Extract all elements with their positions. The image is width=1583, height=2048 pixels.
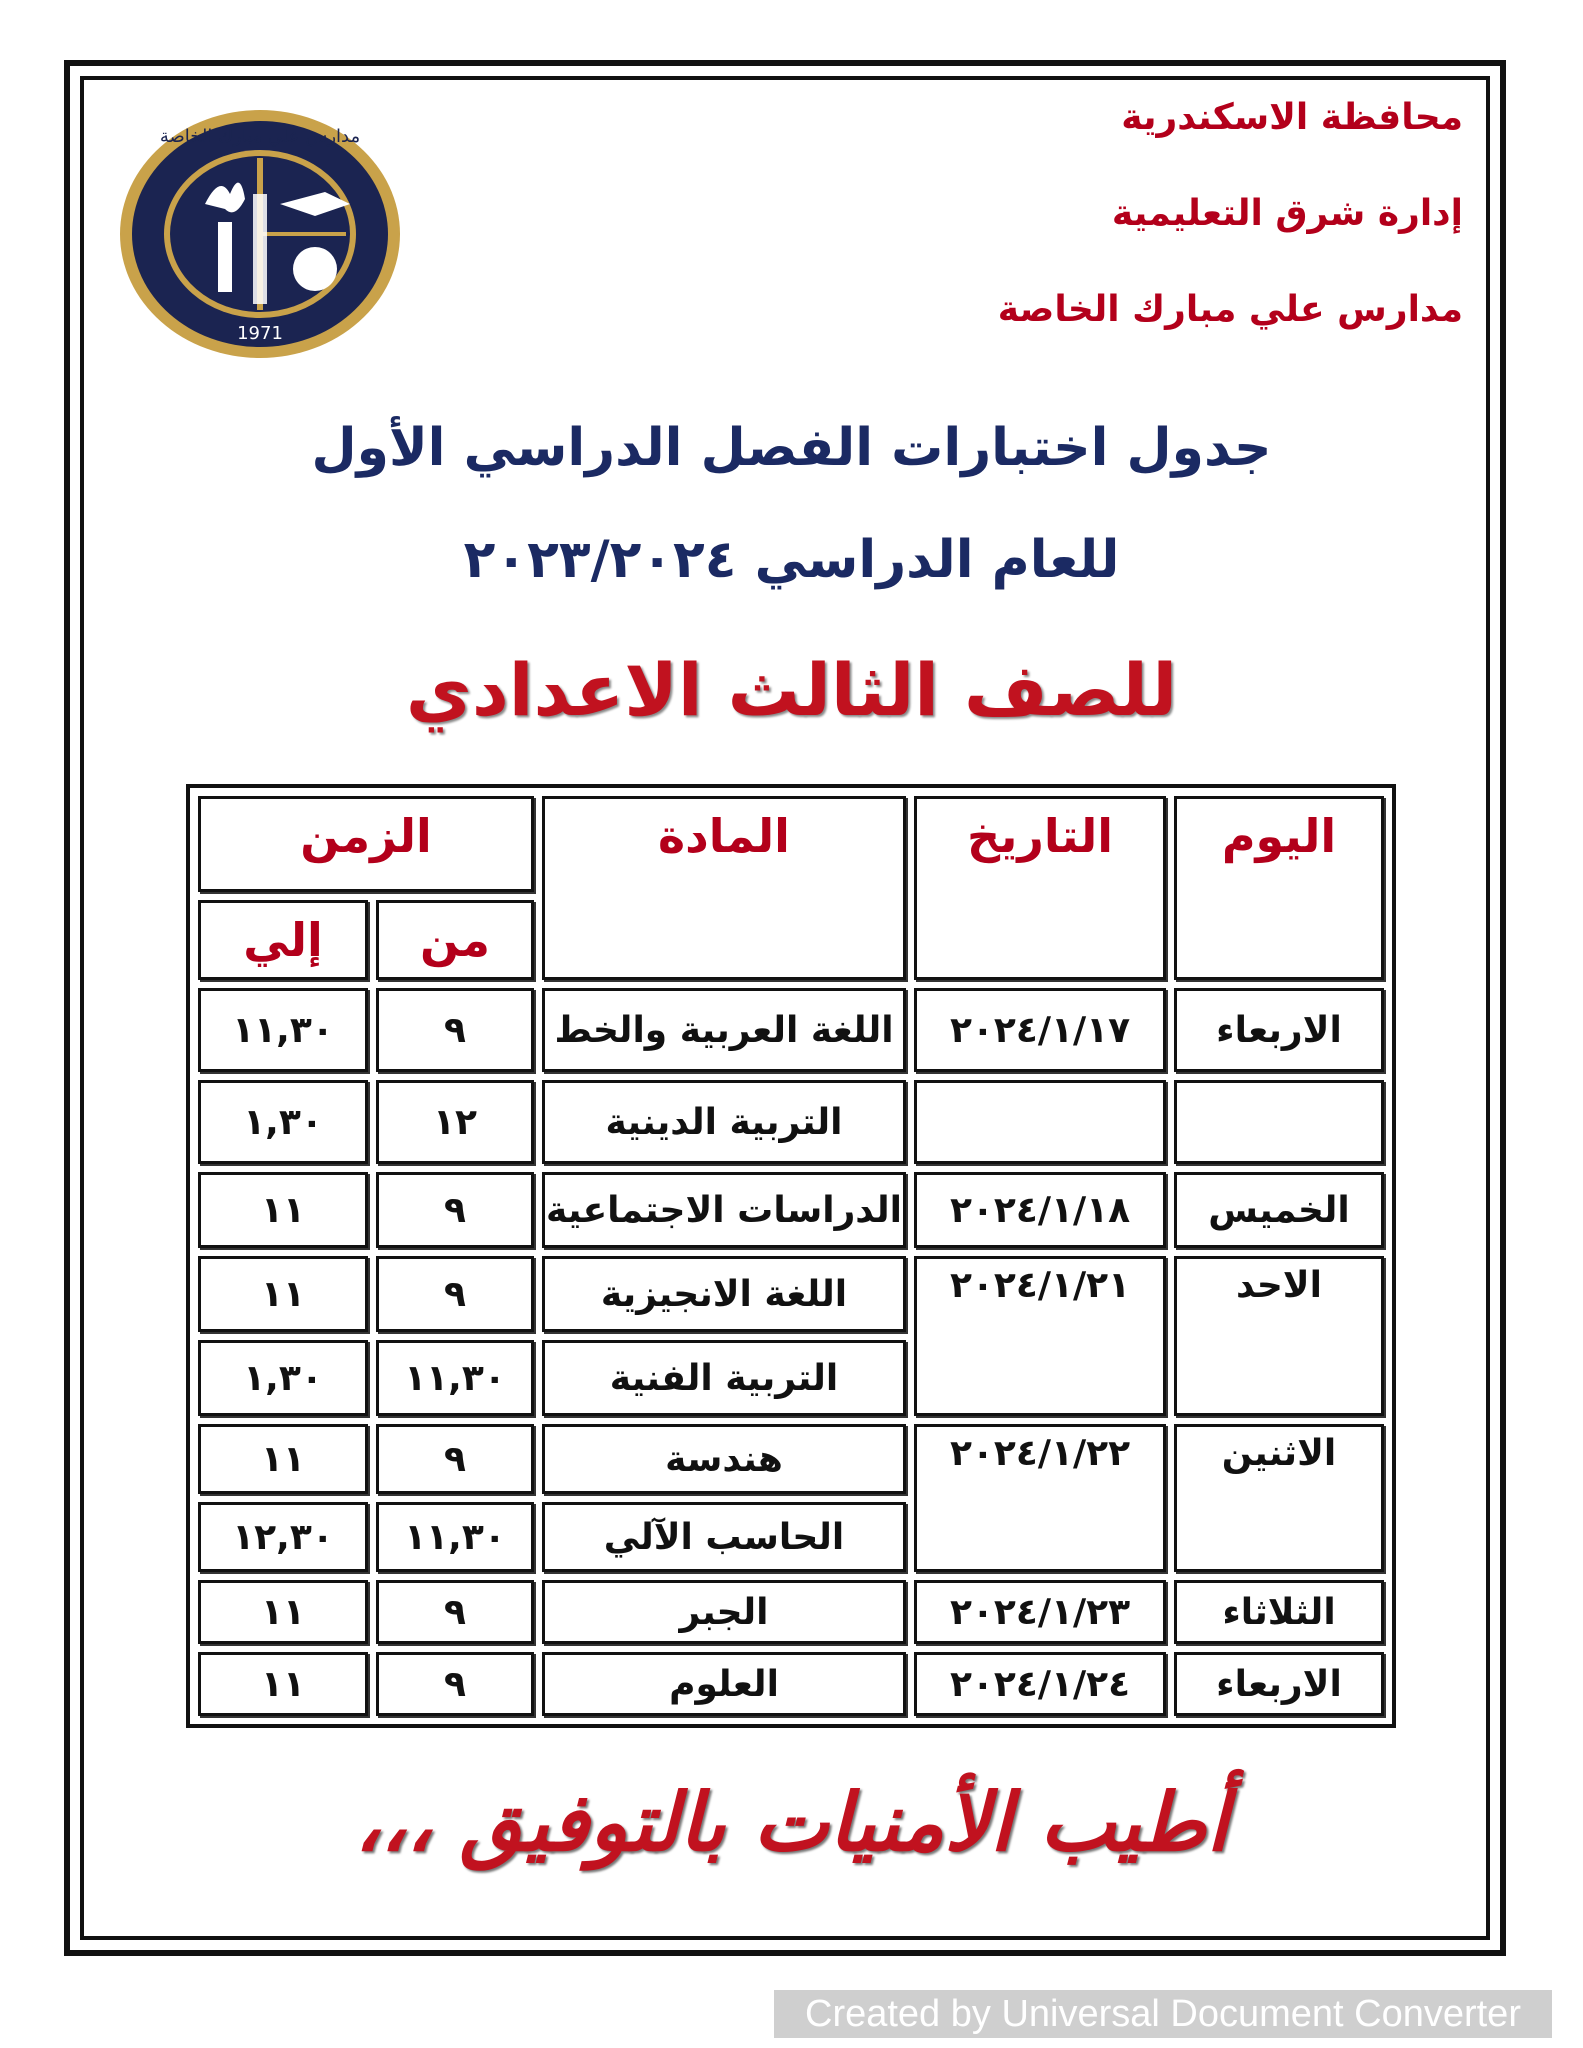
from-cell: ١٢ <box>376 1080 534 1164</box>
letterhead <box>863 97 1463 388</box>
date-cell: ٢٠٢٤/١/٢٣ <box>914 1580 1166 1644</box>
from-cell: ٩ <box>376 988 534 1072</box>
administration-line: إدارة شرق التعليمية <box>1111 193 1463 234</box>
academic-year-title: للعام الدراسي ٢٠٢٣/٢٠٢٤ <box>463 530 1120 590</box>
school-seal-logo <box>110 104 410 364</box>
closing-wishes: أطيب الأمنيات بالتوفيق ،،، <box>354 1775 1229 1869</box>
school-line: مدارس علي مبارك الخاصة <box>997 289 1463 330</box>
date-cell: ٢٠٢٤/١/٢١ <box>914 1256 1166 1416</box>
table-row <box>198 1172 1384 1248</box>
from-cell: ٩ <box>376 1256 534 1332</box>
to-cell: ١١ <box>198 1424 368 1494</box>
grade-title: للصف الثالث الاعدادي <box>405 648 1178 732</box>
converter-watermark: Created by Universal Document Converter <box>774 1990 1552 2038</box>
table-row <box>198 1256 1384 1332</box>
table-row <box>198 1424 1384 1494</box>
day-cell <box>1174 1080 1384 1164</box>
table-row <box>198 1080 1384 1164</box>
table-row <box>198 1652 1384 1716</box>
from-cell: ١١,٣٠ <box>376 1340 534 1416</box>
to-cell: ١١ <box>198 1256 368 1332</box>
to-cell: ١,٣٠ <box>198 1340 368 1416</box>
subject-cell: الدراسات الاجتماعية <box>542 1172 906 1248</box>
to-cell: ١,٣٠ <box>198 1080 368 1164</box>
day-cell: الاربعاء <box>1174 1652 1384 1716</box>
header-date: التاريخ <box>914 796 1166 980</box>
date-cell <box>914 1080 1166 1164</box>
subject-cell: الحاسب الآلي <box>542 1502 906 1572</box>
exam-schedule-title: جدول اختبارات الفصل الدراسي الأول <box>311 418 1272 478</box>
day-cell: الخميس <box>1174 1172 1384 1248</box>
exam-schedule-table <box>186 784 1396 1728</box>
to-cell: ١١ <box>198 1580 368 1644</box>
date-cell: ٢٠٢٤/١/١٧ <box>914 988 1166 1072</box>
seal-ring-text: مدارس علي مبارك الخاصة <box>159 126 361 147</box>
day-cell: الاثنين <box>1174 1424 1384 1572</box>
subject-cell: الجبر <box>542 1580 906 1644</box>
table-row <box>198 1580 1384 1644</box>
subject-cell: التربية الدينية <box>542 1080 906 1164</box>
day-cell: الاحد <box>1174 1256 1384 1416</box>
day-cell: الاربعاء <box>1174 988 1384 1072</box>
seal-year: 1971 <box>237 323 283 344</box>
header-from: من <box>376 900 534 980</box>
header-subject: المادة <box>542 796 906 980</box>
from-cell: ٩ <box>376 1652 534 1716</box>
from-cell: ٩ <box>376 1424 534 1494</box>
subject-cell: اللغة الانجيزية <box>542 1256 906 1332</box>
subject-cell: العلوم <box>542 1652 906 1716</box>
header-day: اليوم <box>1174 796 1384 980</box>
table-header-row <box>198 796 1384 892</box>
day-cell: الثلاثاء <box>1174 1580 1384 1644</box>
header-time: الزمن <box>198 796 534 892</box>
to-cell: ١٢,٣٠ <box>198 1502 368 1572</box>
governorate-line: محافظة الاسكندرية <box>1121 97 1463 138</box>
from-cell: ٩ <box>376 1580 534 1644</box>
subject-cell: التربية الفنية <box>542 1340 906 1416</box>
to-cell: ١١,٣٠ <box>198 988 368 1072</box>
to-cell: ١١ <box>198 1172 368 1248</box>
to-cell: ١١ <box>198 1652 368 1716</box>
header-to: إلي <box>198 900 368 980</box>
table-row <box>198 988 1384 1072</box>
from-cell: ١١,٣٠ <box>376 1502 534 1572</box>
date-cell: ٢٠٢٤/١/١٨ <box>914 1172 1166 1248</box>
from-cell: ٩ <box>376 1172 534 1248</box>
subject-cell: هندسة <box>542 1424 906 1494</box>
subject-cell: اللغة العربية والخط <box>542 988 906 1072</box>
date-cell: ٢٠٢٤/١/٢٢ <box>914 1424 1166 1572</box>
date-cell: ٢٠٢٤/١/٢٤ <box>914 1652 1166 1716</box>
